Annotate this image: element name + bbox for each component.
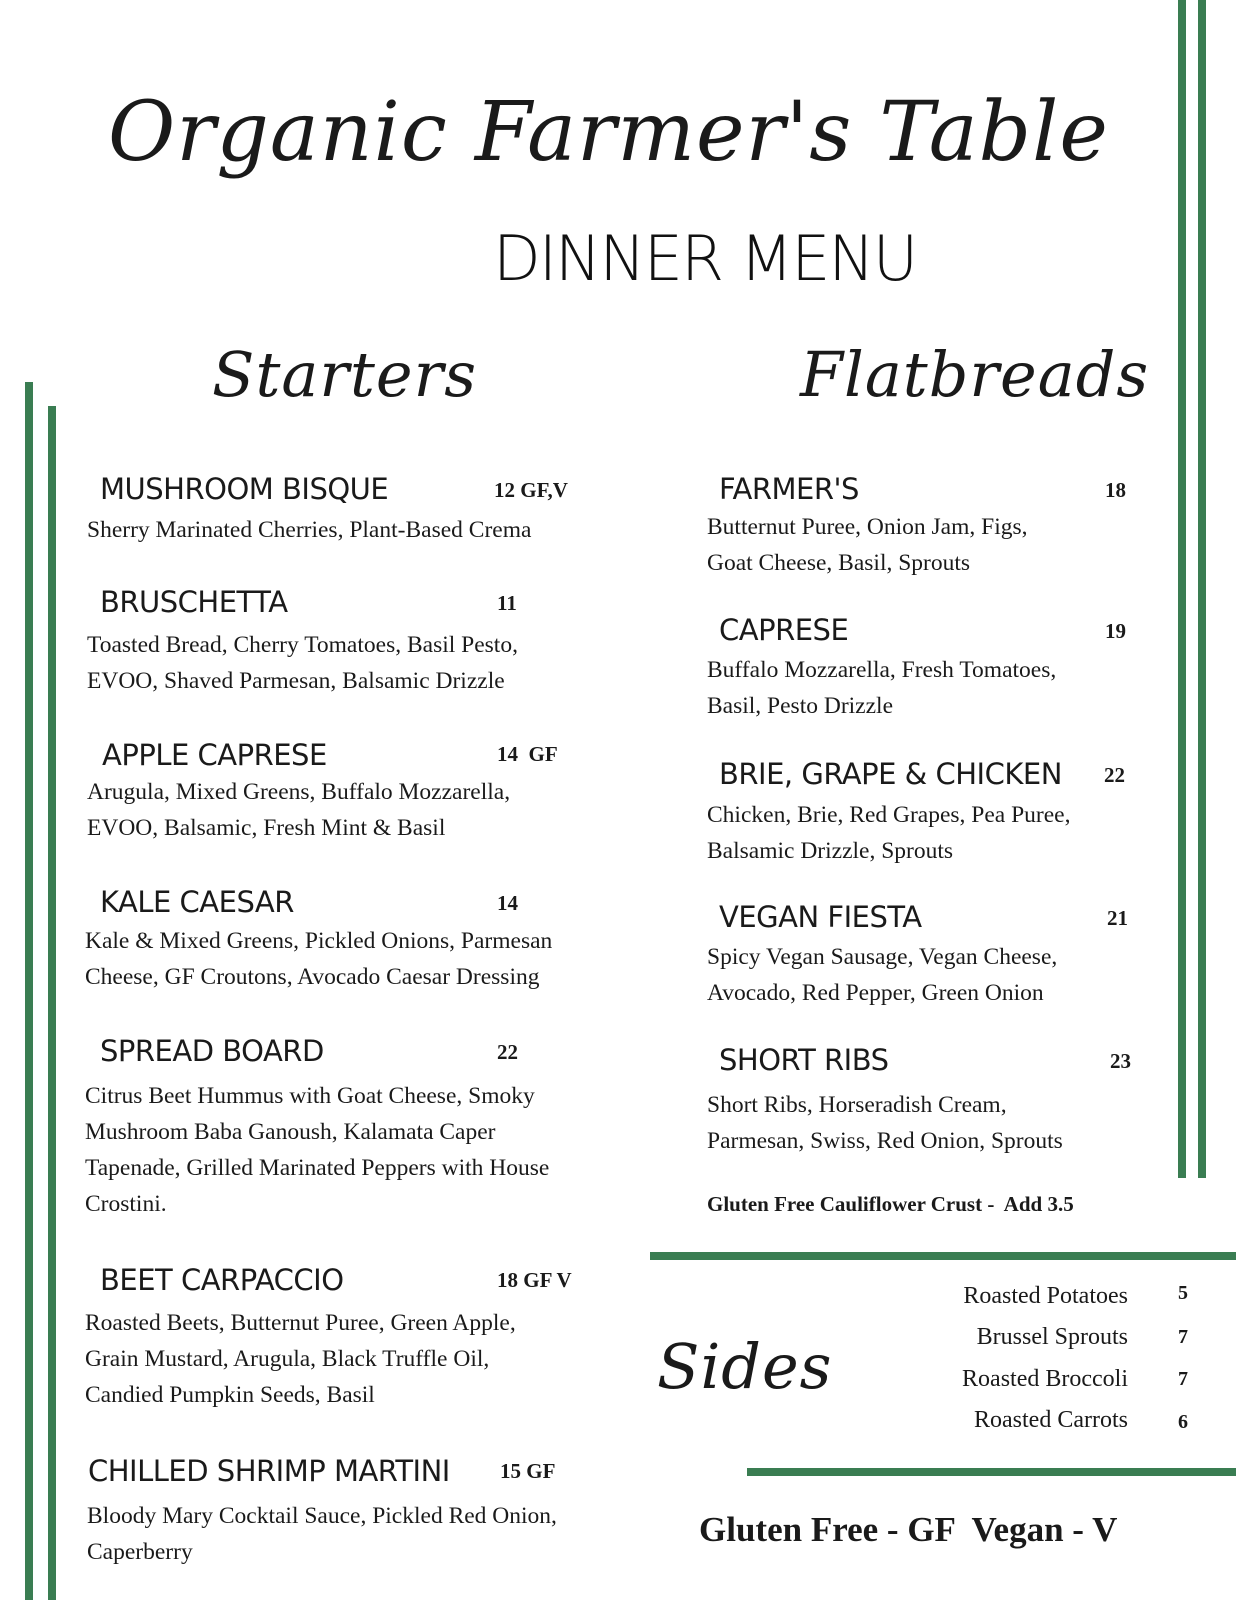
- side-price: 7: [1178, 1368, 1188, 1390]
- flatbread-price: 19: [1105, 619, 1126, 643]
- flatbread-name: FARMER'S: [719, 472, 859, 506]
- right-border-bar-inner: [1198, 0, 1206, 1178]
- starter-name: BEET CARPACCIO: [100, 1263, 344, 1297]
- starter-desc: Citrus Beet Hummus with Goat Cheese, Smoky Mushroom Baba Ganoush, Kalamata Caper Tapenade, Grilled Marinated Peppers with House Crostini.: [85, 1083, 550, 1217]
- starter-name: KALE CAESAR: [100, 885, 294, 919]
- left-border-bar-inner: [48, 406, 56, 1600]
- starter-price: 14: [497, 891, 518, 915]
- flatbread-desc: Chicken, Brie, Red Grapes, Pea Puree, Balsamic Drizzle, Sprouts: [707, 802, 1071, 864]
- flatbread-desc: Short Ribs, Horseradish Cream, Parmesan, Swiss, Red Onion, Sprouts: [707, 1092, 1063, 1154]
- side-price: 7: [1178, 1326, 1188, 1348]
- flatbread-desc: Spicy Vegan Sausage, Vegan Cheese, Avocado, Red Pepper, Green Onion: [707, 944, 1058, 1006]
- side-price: 5: [1178, 1282, 1188, 1304]
- starter-name: SPREAD BOARD: [100, 1034, 324, 1068]
- flatbread-name: CAPRESE: [719, 613, 849, 647]
- right-border-bar-outer: [1178, 0, 1186, 1178]
- sides-top-divider: [650, 1252, 1236, 1260]
- flatbread-desc: Butternut Puree, Onion Jam, Figs, Goat Cheese, Basil, Sprouts: [707, 514, 1028, 576]
- starter-desc: Toasted Bread, Cherry Tomatoes, Basil Pesto, EVOO, Shaved Parmesan, Balsamic Drizzle: [87, 632, 518, 694]
- starter-name: MUSHROOM BISQUE: [100, 472, 389, 506]
- starter-price: 22: [497, 1040, 518, 1064]
- starter-desc: Sherry Marinated Cherries, Plant-Based Crema: [87, 517, 532, 543]
- flatbread-price: 21: [1107, 906, 1128, 930]
- side-name: Roasted Broccoli: [962, 1366, 1128, 1392]
- starter-price: 12 GF,V: [494, 478, 568, 502]
- flatbread-price: 23: [1110, 1049, 1131, 1073]
- starter-desc: Arugula, Mixed Greens, Buffalo Mozzarella, EVOO, Balsamic, Fresh Mint & Basil: [87, 779, 511, 841]
- starter-desc: Kale & Mixed Greens, Pickled Onions, Parmesan Cheese, GF Croutons, Avocado Caesar Dressing: [85, 928, 553, 990]
- starter-price: 15 GF: [500, 1459, 556, 1483]
- gluten-free-crust-note: Gluten Free Cauliflower Crust - Add 3.5: [707, 1192, 1074, 1216]
- menu-subtitle: DINNER MENU: [493, 222, 917, 295]
- starter-price: 14 GF: [497, 742, 558, 766]
- starter-name: CHILLED SHRIMP MARTINI: [88, 1454, 450, 1488]
- dietary-legend: Gluten Free - GF Vegan - V: [699, 1510, 1118, 1549]
- flatbread-desc: Buffalo Mozzarella, Fresh Tomatoes, Basil, Pesto Drizzle: [707, 657, 1057, 719]
- flatbread-name: BRIE, GRAPE & CHICKEN: [719, 757, 1062, 791]
- flatbreads-heading: Flatbreads: [800, 338, 1150, 411]
- side-name: Roasted Potatoes: [963, 1283, 1128, 1309]
- starter-name: APPLE CAPRESE: [102, 738, 327, 772]
- side-name: Brussel Sprouts: [976, 1324, 1128, 1350]
- left-border-bar-outer: [25, 382, 33, 1600]
- sides-heading: Sides: [657, 1330, 833, 1403]
- side-price: 6: [1178, 1411, 1188, 1433]
- side-name: Roasted Carrots: [974, 1407, 1128, 1433]
- flatbread-price: 18: [1105, 478, 1126, 502]
- sides-bottom-divider: [747, 1468, 1236, 1476]
- starter-price: 11: [497, 591, 517, 615]
- starter-desc: Bloody Mary Cocktail Sauce, Pickled Red Onion, Caperberry: [87, 1503, 557, 1565]
- starter-desc: Roasted Beets, Butternut Puree, Green Apple, Grain Mustard, Arugula, Black Truffle Oil, Candied Pumpkin Seeds, Basil: [85, 1310, 516, 1408]
- starter-name: BRUSCHETTA: [100, 585, 288, 619]
- starters-heading: Starters: [212, 338, 478, 411]
- restaurant-title: Organic Farmer's Table: [108, 85, 1109, 180]
- flatbread-price: 22: [1104, 763, 1125, 787]
- starter-price: 18 GF V: [497, 1268, 572, 1292]
- flatbread-name: VEGAN FIESTA: [719, 900, 922, 934]
- flatbread-name: SHORT RIBS: [719, 1043, 889, 1077]
